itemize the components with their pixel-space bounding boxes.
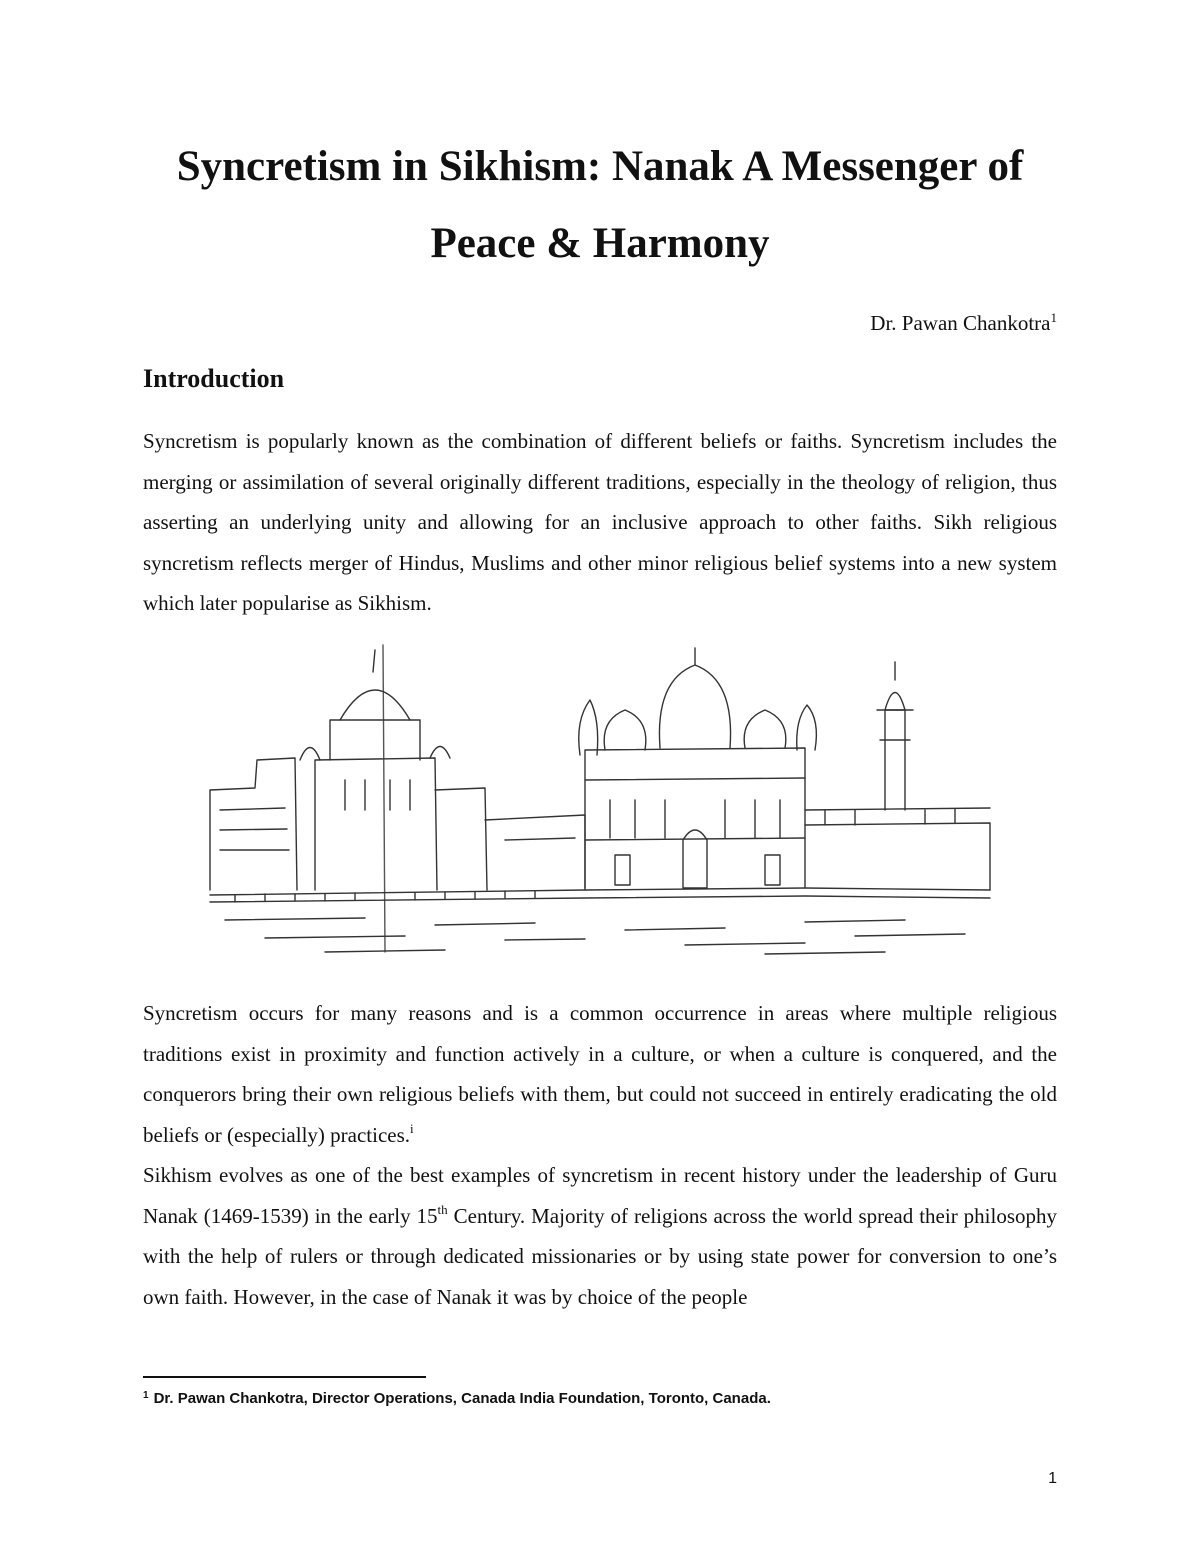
ordinal-superscript: th — [437, 1201, 448, 1217]
document-title-line-2: Peace & Harmony — [430, 220, 770, 267]
golden-temple-sketch — [205, 640, 995, 960]
author-byline — [870, 311, 1057, 336]
document-title-line-1: Syncretism in Sikhism: Nanak A Messenger of — [176, 143, 1024, 190]
paragraph-sikhism-evolves — [143, 1155, 1057, 1317]
paragraph-reasons-text: Syncretism occurs for many reasons and is a common occurrence in areas where multiple religious traditions exist in proximity and function actively in a culture, or when a culture is conquered, and the conquerors bring their own religious beliefs with them, but could not succeed in entirely eradicating the old beliefs or (especially) practices. — [143, 1001, 1057, 1147]
paragraph-sikhism-text-2: Century. Majority of religions across the world spread their philosophy with the help of rulers or through dedicated missionaries or by using state power for conversion to one’s own faith. However, in the case of Nanak it was by choice of the people — [143, 1203, 1057, 1309]
endnote-mark: i — [410, 1120, 414, 1136]
author-name: Dr. Pawan Chankotra — [870, 311, 1051, 335]
section-heading: Introduction — [143, 364, 285, 393]
footnote-text: Dr. Pawan Chankotra, Director Operations, Canada India Foundation, Toronto, Canada. — [153, 1390, 771, 1407]
page-number: 1 — [1048, 1470, 1057, 1487]
paragraph-intro: Syncretism is popularly known as the combination of different beliefs or faiths. Syncretism includes the merging or assimilation of several originally different traditions, especially in the theology of religion, thus asserting an underlying unity and allowing for an inclusive approach to other faiths. Sikh religious syncretism reflects merger of Hindus, Muslims and other minor religious belief systems into a new system which later popularise as Sikhism. — [143, 429, 1057, 615]
paragraph-sikhism-text-1: Sikhism evolves as one of the best examples of syncretism in recent history under the leadership of Guru Nanak (1469-1539) in the early 15 — [143, 1163, 1057, 1228]
paragraph-reasons — [143, 993, 1057, 1155]
footnote — [143, 1390, 771, 1407]
author-footnote-mark: 1 — [1050, 310, 1057, 325]
footnote-mark: 1 — [143, 1390, 149, 1401]
footnote-separator — [143, 1376, 426, 1378]
